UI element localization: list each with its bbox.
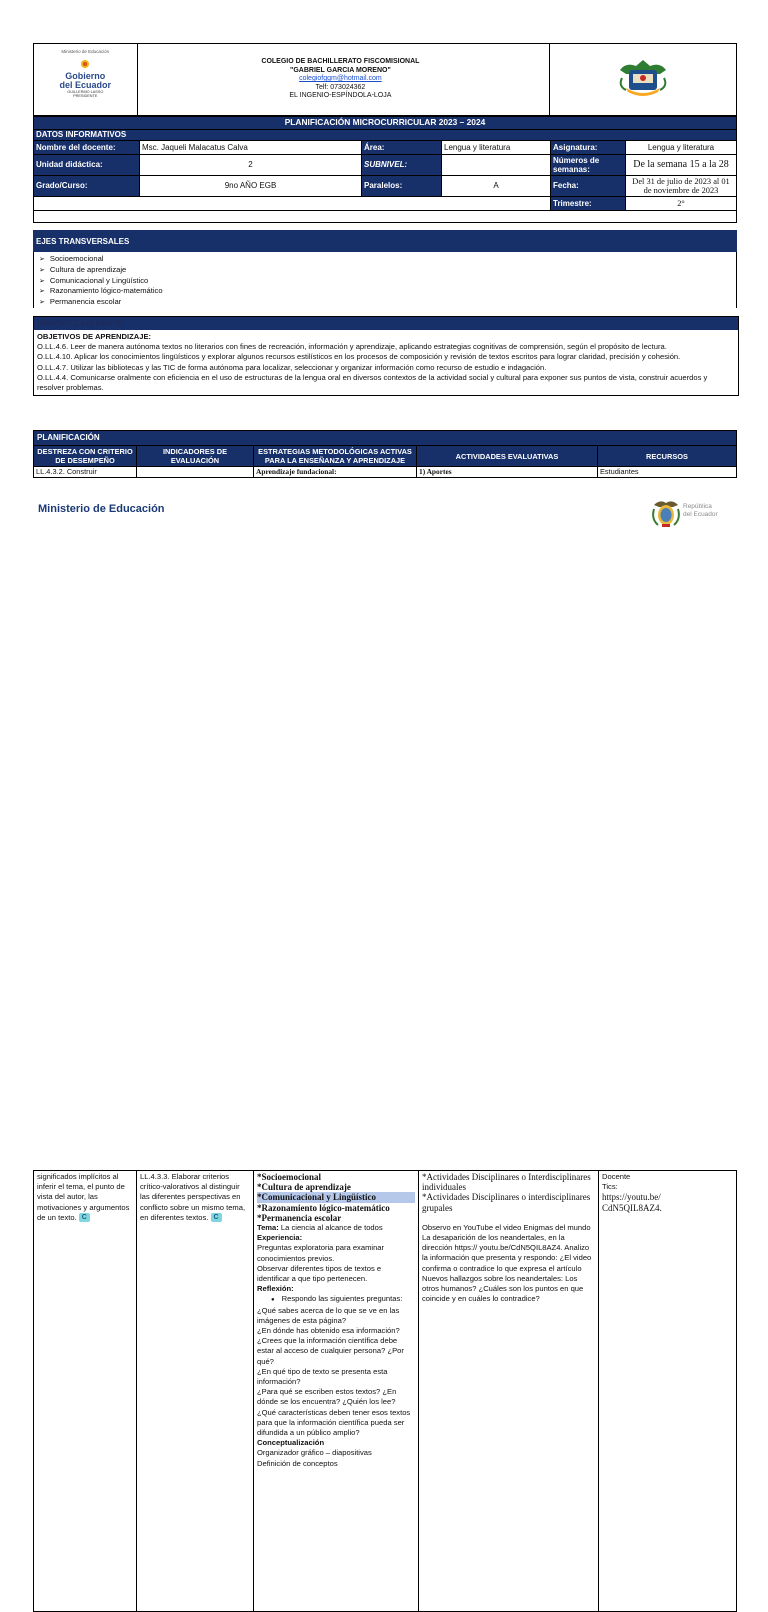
actividad-individual: *Actividades Disciplinares o Interdisciplinares individuales [422,1172,591,1193]
question-3: ¿Crees que la información científica debe estar al acceso de cualquier persona? ¿Por qué? [257,1336,404,1366]
aprendizaje-band: APRENDIZAJE DISCIP [34,317,738,330]
school-email-link[interactable]: colegiofggm@hotmail.com [299,75,382,83]
trimestre-value: 2° [626,197,737,211]
objetivo-item: O.LL.4.6. Leer de manera autónoma textos no literarios con fines de recreación, información y aprendizaje, aplicando estrategias cognitivas de comprensión, según el propósito de lectura. [37,342,667,352]
asignatura-value: Lengua y literatura [626,141,737,155]
cont-indicadores-text: LL.4.3.3. Elaborar criterios crítico-valorativos al distinguir las diferentes perspectivas en conflicto sobre un mismo tema, en diferentes textos. [140,1172,246,1222]
objetivos-title: OBJETIVOS DE APRENDIZAJE: [37,332,152,341]
school-phone: Telf: 073024362 [315,83,366,91]
gobierno-emblem-icon [78,59,92,69]
cont-estrategias [254,1171,419,1612]
school-seal-cell [550,44,737,116]
cont-destreza [34,1171,137,1612]
eje-item: ➢ Permanencia escolar [39,297,733,308]
question-5: ¿Para qué se escriben estos textos? ¿En dónde se los encuentra? ¿Quién los lee? [257,1387,397,1407]
school-subname: "GABRIEL GARCIA MORENO" [290,66,391,74]
row1-actividades: 1) Aportes [417,467,598,478]
objetivo-item: O.LL.4.4. Comunicarse oralmente con eficiencia en el uso de estructuras de la lengua oral en diversos contextos de la actividad social y cultural para exponer sus puntos de vista, construir acuerdos y resolver problemas. [37,372,708,393]
cont-recursos [599,1171,737,1612]
row1-recursos: Estudiantes [598,467,737,478]
question-2: ¿En dónde has obtenido esa información? [257,1326,400,1336]
blank-row [34,211,737,223]
planificacion-table-continued [33,1170,737,1612]
concept-text-2: Definición de conceptos [257,1458,338,1468]
actividad-text: Observo en YouTube el video Enigmas del mundo La desaparición de los neandertales, en la dirección https:// youtu.be/CdN5QIL8AZ4. Analizo la información que presenta y respondo: ¿El video confirma o contradice lo que expresa el artículo Nuevos hallazgos sobre los neandertales: Los otros humanos? ¿Cuáles son los puntos en que coincide y en cuáles lo contradice? [422,1222,592,1304]
row1-indicadores [137,467,254,478]
planificacion-table [33,445,737,478]
paralelos-label: Paralelos: [362,176,442,197]
republica-line1: República [683,503,712,510]
experiencia-text-2: Observar diferentes tipos de textos e identificar a que tipo pertenecen. [257,1263,382,1284]
school-info-cell [137,44,543,116]
objetivo-item: O.LL.4.7. Utilizar las bibliotecas y las TIC de forma autónoma para localizar, seleccionar y organizar información como recurso de estudio e indagación. [37,362,547,372]
bullet-text: Respondo las siguientes preguntas: [281,1294,403,1304]
ejes-section [33,230,737,308]
tema-line [257,1223,415,1233]
fecha-label: Fecha: [551,176,626,197]
row1-estrategias: Aprendizaje fundacional: [254,467,417,478]
semanas-value: De la semana 15 a la 28 [626,155,737,176]
subnivel-label: SUBNIVEL: [362,155,442,176]
col-header-indicadores: INDICADORES DE EVALUACIÓN [137,446,254,467]
grado-value: 9no AÑO EGB [140,176,362,197]
unidad-label: Unidad didáctica: [34,155,140,176]
footer-ministry: Ministerio de Educación [38,503,165,515]
question-4: ¿En qué tipo de texto se presenta esta información? [257,1366,388,1387]
republica-line2: del Ecuador [683,510,718,518]
area-label: Área: [362,141,442,155]
school-seal-icon [616,56,670,100]
grado-label: Grado/Curso: [34,176,140,197]
experiencia-label: Experiencia: [257,1233,303,1243]
docente-value: Msc. Jaqueli Malacatus Calva [140,141,362,155]
document-page-2 [0,585,768,1468]
gobierno-logo-cell [34,44,138,116]
col-header-actividades: ACTIVIDADES EVALUATIVAS [417,446,598,467]
recurso-link-1[interactable]: https://youtu.be/ [602,1192,661,1203]
planificacion-title: PLANIFICACIÓN [33,430,737,445]
paralelos-value: A [442,176,551,197]
semanas-label: Números de semanas: [551,155,626,176]
trimestre-label: Trimestre: [551,197,626,211]
trimestre-blank [34,197,551,211]
cont-actividades [419,1171,599,1612]
reflexion-label: Reflexión: [257,1284,294,1294]
eje-comunicacional-highlighted: *Comunicacional y Lingüístico [257,1192,415,1202]
gobierno-line2: del Ecuador [59,79,111,90]
eje-razonamiento: *Razonamiento lógico-matemático [257,1202,390,1213]
gobierno-logo [36,59,135,99]
recurso-link-2[interactable]: CdN5QIL8AZ4. [602,1202,662,1213]
ejes-title: EJES TRANSVERSALES [33,230,737,252]
eje-permanencia: *Permanencia escolar [257,1212,342,1223]
docente-label: Nombre del docente: [34,141,140,155]
experiencia-text-1: Preguntas exploratoria para examinar conocimientos previos. [257,1243,385,1263]
asignatura-label: Asignatura: [551,141,626,155]
recurso-tics: Tics: [602,1182,618,1192]
eje-item: ➢ Razonamiento lógico-matemático [39,286,733,297]
row1-destreza: LL.4.3.2. Construir [34,467,137,478]
planificacion-section [33,430,737,478]
area-value: Lengua y literatura [442,141,551,155]
bullet-dot-icon [257,1294,282,1305]
objetivos-body [34,330,738,395]
reflexion-bullet [257,1294,415,1305]
document-page-1 [0,0,768,540]
gobierno-line4: PRESIDENTE [73,94,98,98]
eje-item: ➢ Comunicacional y Lingüístico [39,276,733,287]
recurso-docente: Docente [602,1172,631,1181]
comment-badge-icon[interactable]: C [79,1213,90,1222]
gobierno-line1: Gobierno [65,70,106,81]
tema-value: La ciencia al alcance de todos [278,1223,383,1233]
subnivel-value [442,155,551,176]
gobierno-line3: GUILLERMO LASSO [67,89,104,94]
datos-informativos-table [33,116,737,223]
eje-item: ➢ Socioemocional [39,254,733,265]
col-header-destreza: DESTREZA CON CRITERIO DE DESEMPEÑO [34,446,137,467]
cont-indicadores [137,1171,254,1612]
cont-destreza-text: significados implícitos al inferir el tema, el punto de vista del autor, las motivaciones y argumentos de un texto. [37,1172,130,1222]
tema-label: Tema: [257,1223,279,1233]
eje-cultura: *Cultura de aprendizaje [257,1182,351,1193]
question-6: ¿Qué características deben tener esos textos para que la información científica pueda ser difundida a un público amplio? [257,1407,411,1438]
datos-section-label: DATOS INFORMATIVOS [34,130,737,141]
eje-item: ➢ Cultura de aprendizaje [39,265,733,276]
header-table [33,43,737,116]
conceptualizacion-label: Conceptualización [257,1438,325,1448]
fecha-value: Del 31 de julio de 2023 al 01 de noviembre de 2023 [626,176,737,197]
objetivos-section [33,316,739,396]
col-header-estrategias: ESTRATEGIAS METODOLÓGICAS ACTIVAS PARA LA ENSEÑANZA Y APRENDIZAJE [254,446,417,467]
concept-text-1: Organizador gráfico – diapositivas [257,1448,372,1458]
plan-title: PLANIFICACIÓN MICROCURRICULAR 2023 – 2024 [34,117,737,130]
comment-badge-icon[interactable]: C [211,1213,222,1222]
republica-logo-text [683,503,718,518]
objetivo-item: O.LL.4.10. Aplicar los conocimientos lingüísticos y explorar algunos recursos estilísticos en los procesos de composición y revisión de textos escritos para lograr claridad, precisión y cohesión. [37,352,681,362]
ministry-caption: Ministerio de Educación [61,48,110,54]
col-header-recursos: RECURSOS [598,446,737,467]
school-name: COLEGIO DE BACHILLERATO FISCOMISIONAL [261,58,420,66]
unidad-value: 2 [140,155,362,176]
ecuador-coat-of-arms-icon [651,497,681,529]
actividad-grupal: *Actividades Disciplinares o interdisciplinares grupales [422,1192,591,1213]
page-gap [0,540,768,585]
school-location: EL INGENIO-ESPÍNDOLA-LOJA [289,92,392,100]
ejes-list [33,252,737,308]
eje-socioemocional: *Socioemocional [257,1172,321,1182]
question-1: ¿Qué sabes acerca de lo que se ve en las imágenes de esta página? [257,1305,400,1325]
